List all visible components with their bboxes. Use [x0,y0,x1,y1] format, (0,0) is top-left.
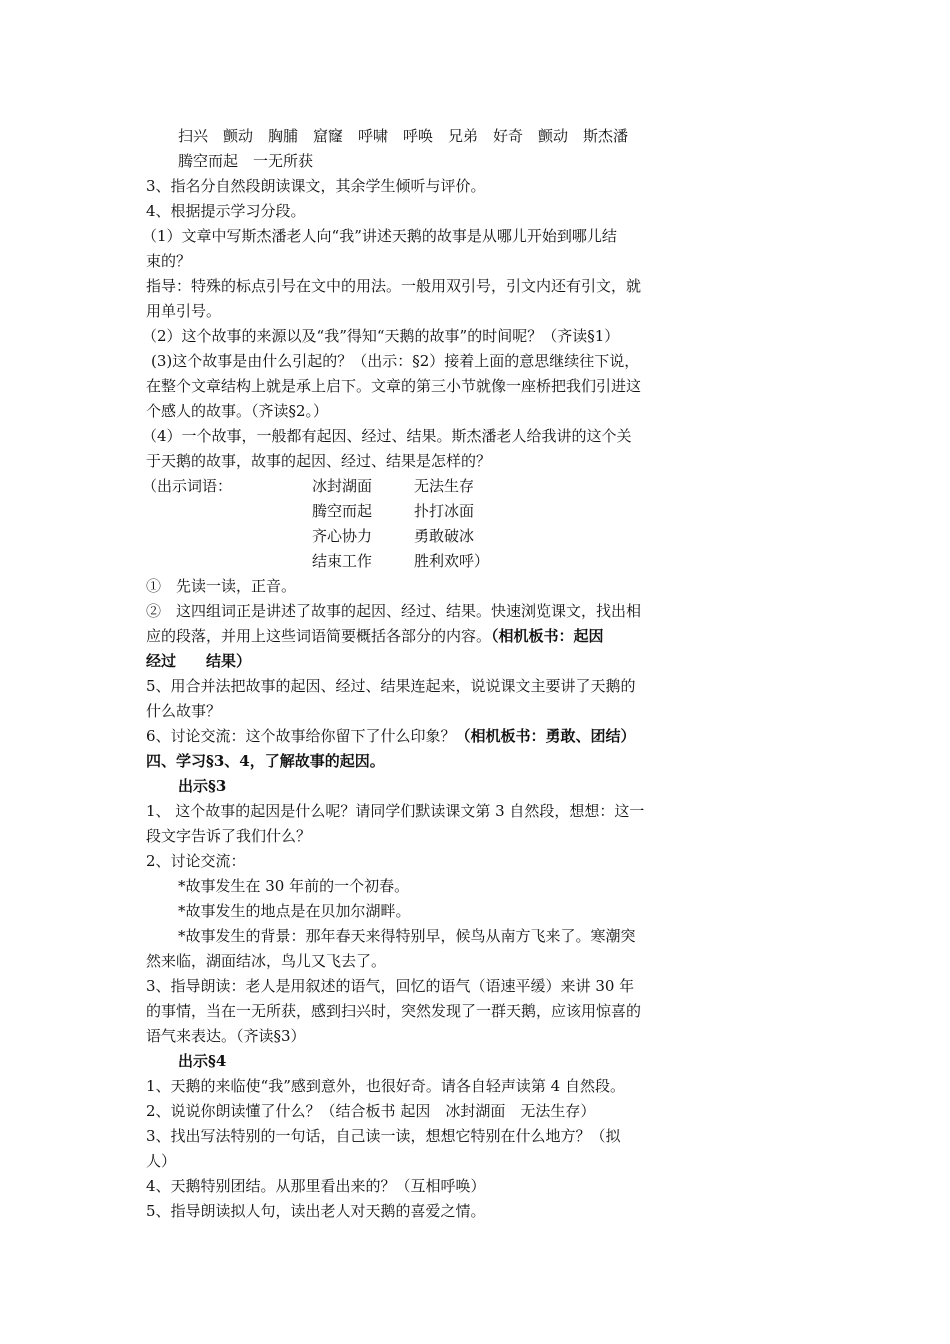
p4-item-2: 2、说说你朗读懂了什么？（结合板书 起因 冰封湖面 无法生存） [146,1102,596,1120]
word-list-result-1: 结束工作 [312,552,373,570]
word-list-result-2: 胜利欢呼） [414,552,490,570]
word-list-process-2: 扑打冰面 [414,502,475,520]
word-list-process-1: 腾空而起 [312,502,373,520]
sub-step-2-line-2 [146,625,604,647]
word-list-cause-2: 无法生存 [414,477,475,495]
word-list-cause-1: 冰封湖面 [312,477,373,495]
p3-item-1-line-1: 1、 这个故事的起因是什么呢？请同学们默读课文第 3 自然段，想想：这一 [146,802,645,820]
p3-item-3-line-3: 语气来表达。（齐读§3） [146,1027,306,1045]
question-4-line-2: 于天鹅的故事，故事的起因、经过、结果是怎样的？ [146,452,492,470]
question-3-line-1: (3)这个故事是由什么引起的？（出示：§2）接着上面的意思继续往下说， [151,352,640,370]
step-5-line-2: 什么故事？ [146,702,222,720]
step-6 [146,725,636,747]
sub-step-1: ① 先读一读，正音。 [146,577,297,595]
question-3-line-2: 在整个文章结构上就是承上启下。文章的第三小节就像一座桥把我们引进这 [146,377,642,395]
p3-item-2: 2、讨论交流： [146,852,246,870]
guide-line-1: 指导：特殊的标点引号在文中的用法。一般用双引号，引文内还有引文，就 [146,277,642,295]
vocab-line-1: 扫兴 颤动 胸脯 窟窿 呼啸 呼唤 兄弟 好奇 颤动 斯杰潘 [178,127,629,145]
discussion-point-background-2: 然来临，湖面结冰，鸟儿又飞去了。 [146,952,387,970]
question-1-line-1: （1）文章中写斯杰潘老人向“我”讲述天鹅的故事是从哪儿开始到哪儿结 [142,227,617,245]
p4-item-1: 1、天鹅的来临使“我”感到意外，也很好奇。请各自轻声读第 4 自然段。 [146,1077,625,1095]
vocab-line-2: 腾空而起 一无所获 [178,152,314,170]
sub-step-2-text: 应的段落，并用上这些词语简要概括各部分的内容。 [146,627,492,645]
question-2: （2）这个故事的来源以及“我”得知“天鹅的故事”的时间呢？（齐读§1） [142,327,620,345]
question-3-line-3: 个感人的故事。（齐读§2。） [146,402,329,420]
word-list-process-3: 齐心协力 [312,527,373,545]
step-6-text: 6、讨论交流：这个故事给你留下了什么印象？ [146,727,456,745]
sub-step-2-line-1: ② 这四组词正是讲述了故事的起因、经过、结果。快速浏览课文，找出相 [146,602,642,620]
question-4-line-1: （4）一个故事，一般都有起因、经过、结果。斯杰潘老人给我讲的这个关 [142,427,632,445]
board-note-brave-unity: （相机板书：勇敢、团结） [455,727,636,745]
step-4: 4、根据提示学习分段。 [146,202,306,220]
p3-item-3-line-1: 3、指导朗读：老人是用叙述的语气，回忆的语气（语速平缓）来讲 30 年 [146,977,635,995]
discussion-point-place: *故事发生的地点是在贝加尔湖畔。 [178,902,411,920]
p3-item-3-line-2: 的事情，当在一无所获，感到扫兴时，突然发现了一群天鹅，应该用惊喜的 [146,1002,642,1020]
question-1-line-2: 束的？ [146,252,192,270]
p4-item-5: 5、指导朗读拟人句，读出老人对天鹅的喜爱之情。 [146,1202,486,1220]
board-note-cause: （相机板书：起因 [491,627,604,645]
step-5-line-1: 5、用合并法把故事的起因、经过、结果连起来，说说课文主要讲了天鹅的 [146,677,636,695]
show-paragraph-4: 出示§4 [178,1052,227,1070]
board-note-process-result: 经过 结果） [146,652,252,670]
word-list-label: （出示词语： [142,477,233,495]
p4-item-3-line-2: 人） [146,1152,177,1170]
p4-item-4: 4、天鹅特别团结。从那里看出来的？（互相呼唤） [146,1177,486,1195]
word-list-process-4: 勇敢破冰 [414,527,475,545]
section-4-heading: 四、学习§3、4，了解故事的起因。 [146,752,385,770]
discussion-point-background-1: *故事发生的背景：那年春天来得特别早，候鸟从南方飞来了。寒潮突 [178,927,636,945]
p3-item-1-line-2: 段文字告诉了我们什么？ [146,827,312,845]
show-paragraph-3: 出示§3 [178,777,227,795]
discussion-point-time: *故事发生在 30 年前的一个初春。 [178,877,410,895]
step-3: 3、指名分自然段朗读课文，其余学生倾听与评价。 [146,177,486,195]
guide-line-2: 用单引号。 [146,302,222,320]
p4-item-3-line-1: 3、找出写法特别的一句话，自己读一读，想想它特别在什么地方？（拟 [146,1127,621,1145]
